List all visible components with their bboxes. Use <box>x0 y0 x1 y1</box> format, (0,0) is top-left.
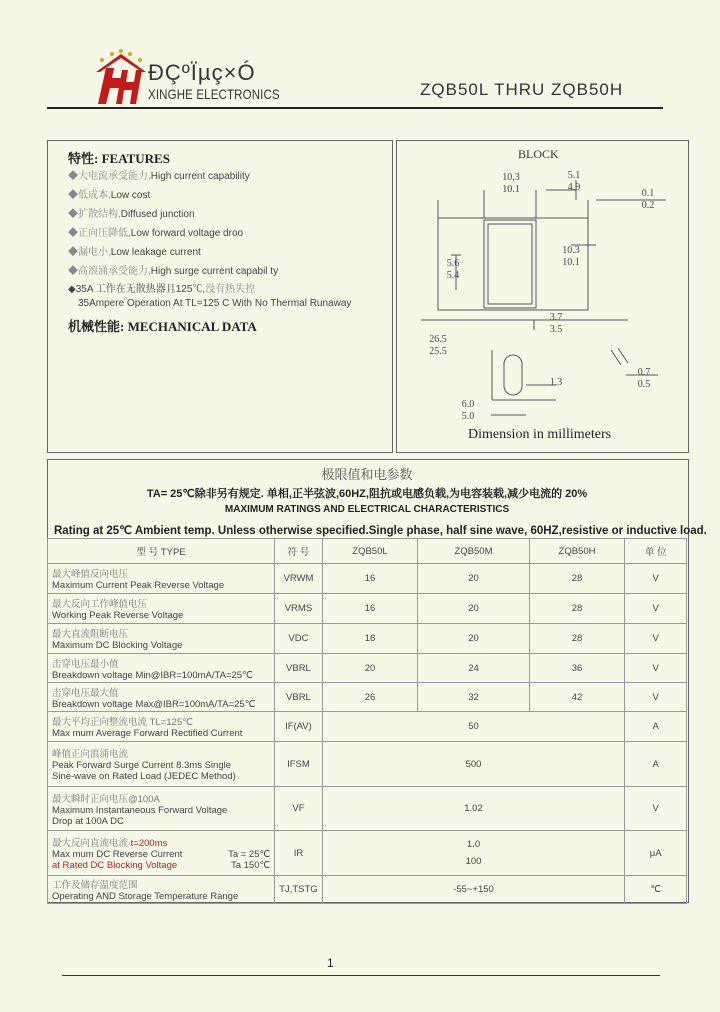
dim-label: 0.1 <box>641 188 655 199</box>
ratings-title-cn: 极限值和电参数 <box>321 467 413 482</box>
feature-item: ◆35A 工作在无散热器且125℃,没有热失控 <box>68 284 256 295</box>
feature-item: ◆扩散结构,Diffused junction <box>68 209 195 220</box>
table-row: 最大反向工作峰值电压 Working Peak Reverse Voltage VRMS 16 20 28 V <box>48 594 687 624</box>
document-title: ZQB50L THRU ZQB50H <box>420 80 624 99</box>
table-row: 击穿电压最大值 Breakdown voltage Max@IBR=100mA/TA=25℃ VBRL 26 32 42 V <box>48 683 687 712</box>
table-row: 峰值正向浪涌电流 Peak Forward Surge Current 8.3ms Single Sine-wave on Rated Load (JEDEC Method) IFSM 500 A <box>48 742 687 787</box>
ratings-condition-en: Rating at 25℃ Ambient temp. Unless otherwise specified.Single phase, half sine wave, 60HZ,resistive or inductive load. <box>54 525 707 537</box>
dimension-drawing <box>396 160 686 425</box>
dim-label: 3.5 <box>549 324 563 335</box>
mechanical-title: 机械性能: MECHANICAL DATA <box>68 319 257 334</box>
table-row: 最大直流阻断电压 Maximum DC Blocking Voltage VDC 16 20 28 V <box>48 624 687 654</box>
table-row: 最大平均正向整流电流 TL=125℃ Max mum Average Forward Rectified Current IF(AV) 50 A <box>48 712 687 742</box>
dim-label: 26.5 <box>429 334 447 345</box>
dim-label: 25.5 <box>429 346 447 357</box>
dim-label: 10.1 <box>502 184 520 195</box>
dim-label: 5.1 <box>567 170 581 181</box>
table-row: 最大峰值反向电压 Maximum Current Peak Reverse Voltage VRWM 16 20 28 V <box>48 564 687 594</box>
page-number: 1 <box>327 956 334 970</box>
feature-item: ◆漏电小,Low leakage current <box>68 247 201 258</box>
feature-item: ◆正向压降低,Low forward voltage droo <box>68 228 244 239</box>
terminal-outline <box>484 220 536 308</box>
features-title: 特性: FEATURES <box>68 151 170 166</box>
header-rule <box>47 107 663 109</box>
feature-item: ◆高浪涌承受能力,High surge current capabil ty <box>68 266 279 277</box>
dim-label: 4.9 <box>567 182 581 193</box>
table-header: 型 号 TYPE 符 号 ZQB50L ZQB50M ZQB50H 单 位 <box>48 539 687 564</box>
ratings-title-en: MAXIMUM RATINGS AND ELECTRICAL CHARACTERISTICS <box>224 504 510 515</box>
dimension-caption: Dimension in millimeters <box>468 427 612 442</box>
dim-label: 6.0 <box>461 399 475 410</box>
dim-label: 3.7 <box>549 312 563 323</box>
dim-label: 10.3 <box>562 245 580 256</box>
block-title: BLOCK <box>518 147 559 161</box>
table-row: 击穿电压最小值 Breakdown voltage Min@IBR=100mA/TA=25℃ VBRL 20 24 36 V <box>48 654 687 683</box>
dim-label: 1.3 <box>549 377 563 388</box>
dim-label: 10.1 <box>562 257 580 268</box>
dim-label: 5.6 <box>446 258 460 269</box>
lead-profile <box>504 355 522 395</box>
feature-item: ◆大电流承受能力,High current capability <box>68 171 250 182</box>
ratings-condition-cn: TA= 25℃除非另有规定. 单相,正半弦波,60HZ,阻抗或电感负载,为电容装载,减少电流的 20% <box>146 488 588 500</box>
dim-label: 5.4 <box>446 270 460 281</box>
dim-label: 0.7 <box>637 367 651 378</box>
footer-rule <box>62 975 660 976</box>
company-name-cn: ĐÇºÏµç×Ó <box>148 60 256 85</box>
feature-item: ◆低成本,Low cost <box>68 190 151 201</box>
dim-label: 0.5 <box>637 379 651 390</box>
table-row: 最大反向直流电流 t=200ms Max mum DC Reverse Current Ta = 25℃ at Rated DC Blocking Voltage Ta 150℃ IR 1.0 100 μA <box>48 831 687 876</box>
feature-note: 35Ampere Operation At TL=125 C With No Thermal Runaway <box>78 298 352 309</box>
spec-table <box>47 538 687 904</box>
table-row: 工作及储存温度范围 Operating AND Storage Temperature Range TJ,TSTG -55~+150 ℃ <box>48 876 687 904</box>
company-name-en: XINGHE ELECTRONICS <box>148 86 280 102</box>
xinghe-logo <box>92 48 150 106</box>
dim-label: 0.2 <box>641 200 655 211</box>
dim-label: 10.3 <box>502 172 520 183</box>
dim-label: 5.0 <box>461 411 475 422</box>
table-row: 最大瞬时正向电压@100A Maximum Instantaneous Forward Voltage Drop at 100A DC VF 1.02 V <box>48 787 687 831</box>
